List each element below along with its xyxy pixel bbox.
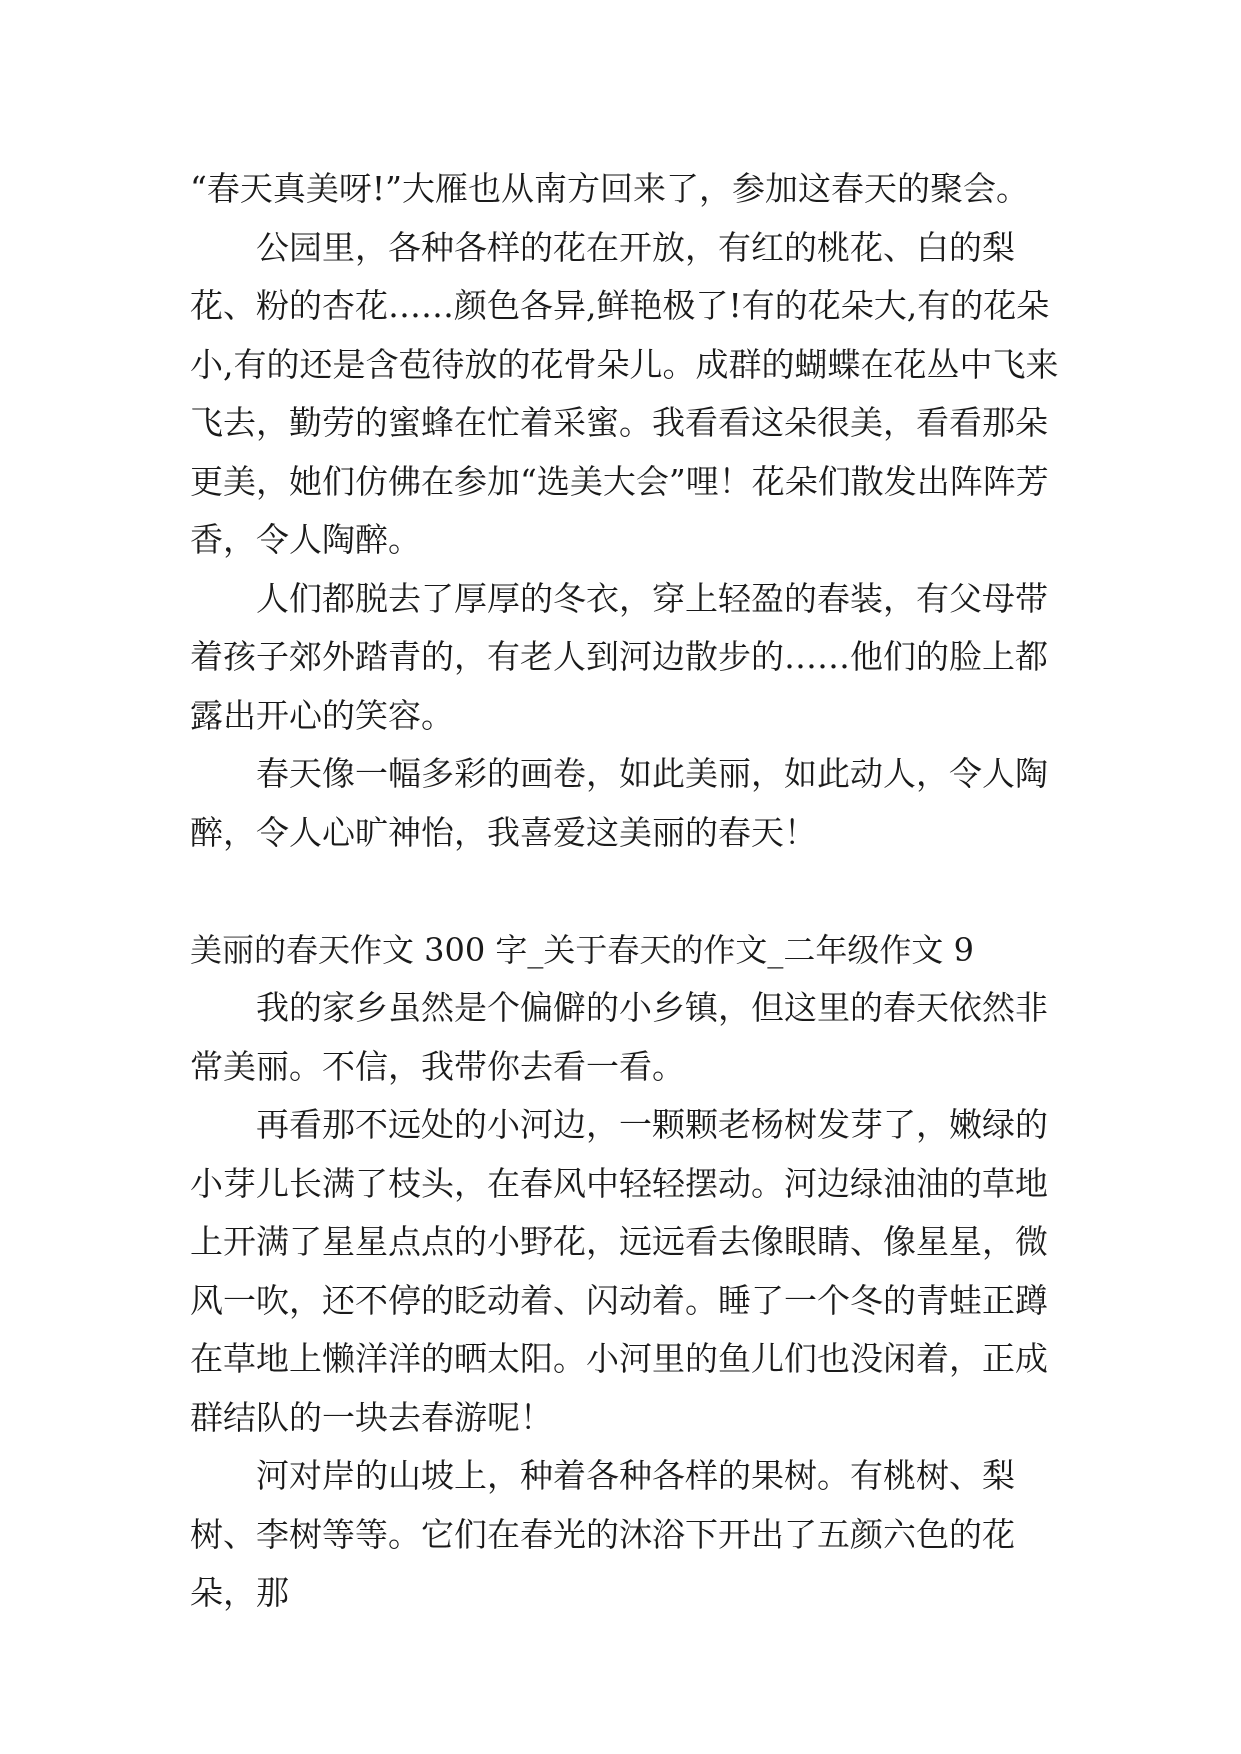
paragraph-riverside: 再看那不远处的小河边，一颗颗老杨树发芽了，嫩绿的小芽儿长满了枝头，在春风中轻轻摆动。河边绿油油的草地上开满了星星点点的小野花，远远看去像眼睛、像星星，微风一吹，还不停的眨动着、闪动着。睡了一个冬的青蛙正蹲在草地上懒洋洋的晒太阳。小河里的鱼儿们也没闲着，正成群结队的一块去春游呢！ <box>190 1105 1048 1437</box>
paragraph-hometown: 我的家乡虽然是个偏僻的小乡镇，但这里的春天依然非常美丽。不信，我带你去看一看。 <box>190 988 1048 1086</box>
paragraph-conclusion: 春天像一幅多彩的画卷，如此美丽，如此动人，令人陶醉，令人心旷神怡，我喜爱这美丽的春天！ <box>190 754 1048 852</box>
paragraph-park-flowers: 公园里，各种各样的花在开放，有红的桃花、白的梨花、粉的杏花……颜色各异,鲜艳极了!有的花朵大,有的花朵小,有的还是含苞待放的花骨朵儿。成群的蝴蝶在花丛中飞来飞去，勤劳的蜜蜂在忙着采蜜。我看看这朵很美，看看那朵更美，她们仿佛在参加“选美大会”哩！花朵们散发出阵阵芳香，令人陶醉。 <box>190 227 1059 559</box>
paragraph-hillside: 河对岸的山坡上，种着各种各样的果树。有桃树、梨树、李树等等。它们在春光的沐浴下开出了五颜六色的花朵，那 <box>190 1456 1015 1612</box>
section-title: 美丽的春天作文 300 字_关于春天的作文_二年级作文 9 <box>190 930 974 969</box>
document-body <box>190 160 1070 1623</box>
section-gap <box>190 862 1070 921</box>
paragraph-continued: “春天真美呀!”大雁也从南方回来了，参加这春天的聚会。 <box>190 169 1030 208</box>
paragraph-people: 人们都脱去了厚厚的冬衣，穿上轻盈的春装，有父母带着孩子郊外踏青的，有老人到河边散步的……他们的脸上都露出开心的笑容。 <box>190 578 1048 735</box>
